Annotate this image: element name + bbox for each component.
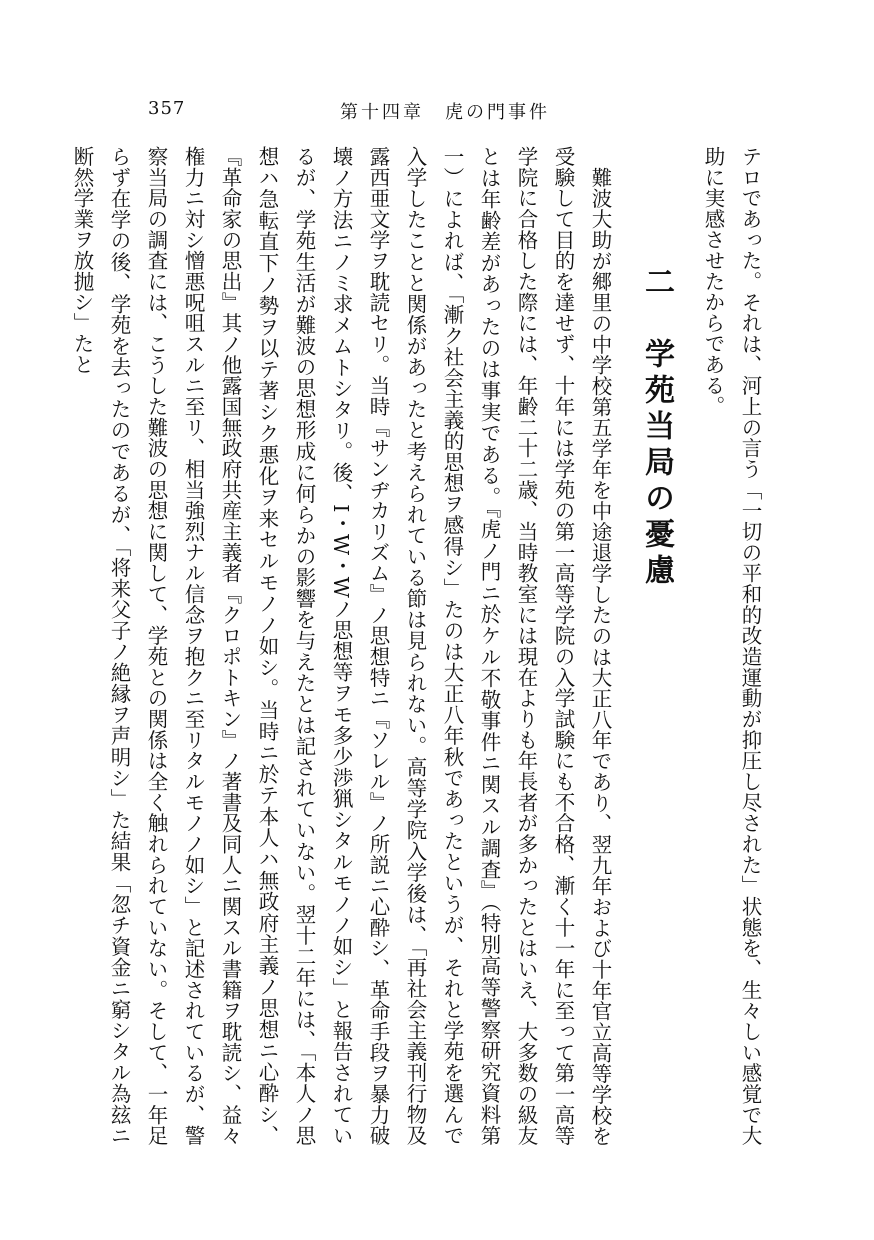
page-number: 357 [148, 98, 186, 119]
section-heading: 二 学苑当局の憂慮 [639, 266, 674, 590]
body-text [70, 146, 768, 1146]
paragraph-carryover: テロであった。それは、河上の言う「一切の平和的改造運動が抑圧し尽された」状態を、生々しい感覚で大助に実感させたからである。 [701, 146, 762, 1146]
paragraph: 難波大助が郷里の中学校第五学年を中途退学したのは大正八年であり、翌九年および十年官立高等学校を受験して目的を達せず、十年には学苑の第一高等学院の入学試験にも不合格、漸く十一年に至って第一高等学院に合格した際には、年齢二十二歳、当時教室には現在よりも年長者が多かったとはいえ、大多数の級友とは年齢差があったのは事実である。『虎ノ門ニ於ケル不敬事件ニ関スル調査』（特別高等警察研究資料第一）によれば、「漸ク社会主義的思想ヲ感得シ」たのは大正八年秋であったというが、それと学苑を選んで入学したことと関係があったと考えられている節は見られない。高等学院入学後は、「再社会主義刊行物及露西亜文学ヲ耽読セリ。当時『サンヂカリズム』ノ思想特ニ『ソレル』ノ所説ニ心酔シ、革命手段ヲ暴力破壊ノ方法ニノミ求メムトシタリ。後、I・W・Wノ思想等ヲモ多少渉猟シタルモノノ如シ」と報告されているが、学苑生活が難波の思想形成に何らかの影響を与えたとは記されていない。翌十二年には、「本人ノ思想ハ急転直下ノ勢ヲ以テ著シク悪化ヲ来セルモノノ如シ。当時ニ於テ本人ハ無政府主義ノ思想ニ心酔シ、『革命家の思出』其ノ他露国無政府共産主義者『クロポトキン』ノ著書及同人ニ関スル書籍ヲ耽読シ、益々権力ニ対シ憎悪呪咀スルニ至リ、相当強烈ナル信念ヲ抱クニ至リタルモノノ如シ」と記述されているが、警察当局の調査には、こうした難波の思想に関して、学苑との関係は全く触れられていない。そして、一年足らず在学の後、学苑を去ったのであるが、「将来父子ノ絶縁ヲ声明シ」た結果「忽チ資金ニ窮シタル為玆ニ断然学業ヲ放抛シ」たと [70, 146, 612, 1146]
running-head: 第十四章 虎の門事件 [340, 102, 550, 123]
